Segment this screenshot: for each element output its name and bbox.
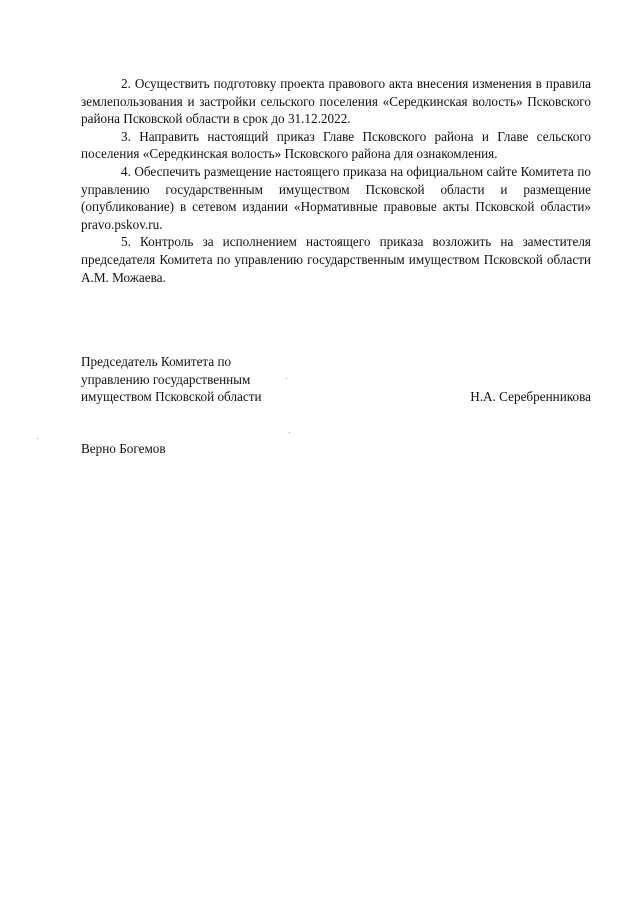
document-body — [81, 75, 591, 286]
paragraph-item-4: 4. Обеспечить размещение настоящего приказа на официальном сайте Комитета по управлению государственным имуществом Псковской области и размещение (опубликование) в сетевом издании «Нормативные правовые акты Псковской области» pravo.pskov.ru. — [81, 163, 591, 232]
certification-note: Верно Богемов — [81, 441, 166, 456]
signature-block — [81, 353, 591, 406]
signatory-title-line: управлению государственным — [81, 371, 251, 387]
paragraph-item-2: 2. Осуществить подготовку проекта правового акта внесения изменения в правила землепользования и застройки сельского поселения «Середкинская волость» Псковского района Псковской области в срок до 31.12.2022. — [81, 76, 591, 127]
scan-speck — [286, 378, 287, 379]
signatory-name: Н.А. Серебренникова — [470, 389, 591, 404]
paragraph-item-5: 5. Контроль за исполнением настоящего приказа возложить на заместителя председателя Комитета по управлению государственным имуществом Псковской области А.М. Можаева. — [81, 234, 591, 285]
scan-speck — [37, 438, 38, 439]
paragraph-item-3: 3. Направить настоящий приказ Главе Псковского района и Главе сельского поселения «Середкинская волость» Псковского района для ознакомления. — [81, 128, 591, 162]
signatory-title-line: имуществом Псковской области — [81, 389, 262, 405]
scan-speck — [289, 432, 290, 433]
signatory-title-line: Председатель Комитета по — [81, 354, 232, 369]
